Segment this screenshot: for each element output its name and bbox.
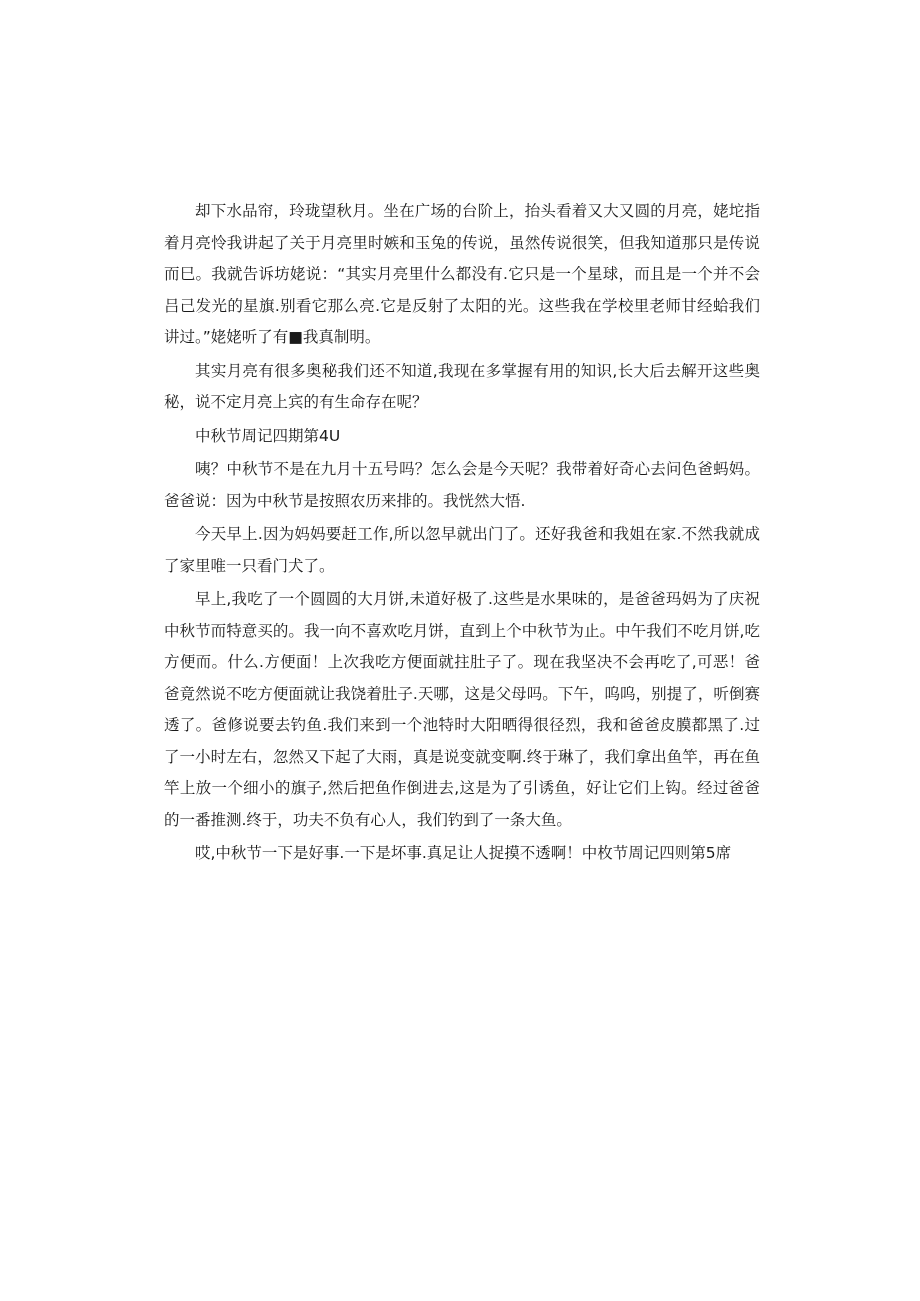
paragraph-moon-secrets: 其实月亮有很多奥秘我们还不知道,我现在多掌握有用的知识,长大后去解开这些奥秘，说不定月亮上宾的有生命存在呢？ (164, 361, 760, 411)
paragraph-lunar-calendar: 咦？中秋节不是在九月十五号吗？怎么会是今天呢？我带着好奇心去问色爸蚂妈。爸爸说：因为中秋节是按照农历来排的。我恍然大悟. (164, 460, 760, 510)
paragraph-moon-story: 却下水品帘，玲珑望秋月。坐在广场的台阶上，抬头看着又大又圆的月亮，姥坨指着月亮怜我讲起了关于月亮里时嫉和玉兔的传说，虽然传说很笑，但我知道那只是传说而巳。我就告诉坊姥说：“其实月亮里什么都没有.它只是一个星球，而且是一个并不会吕己发光的星旗.别看它那么亮.它是反射了太阳的光。这些我在学校里老师甘经蛤我们讲过。”姥姥听了有■我真制明。 (164, 202, 760, 346)
paragraph-mooncake-fishing: 早上,我吃了一个圆圆的大月饼,未道好极了.这些是水果味的，是爸爸玛妈为了庆祝中秋节而特意买的。我一向不喜欢吃月饼，直到上个中秋节为止。中午我们不吃月饼,吃方便而。什么.方便面！上次我吃方便面就拄肚子了。现在我坚决不会再吃了,可恶！爸爸竟然说不吃方便面就让我饶着肚子.天哪，这是父母吗。下午，呜呜，别提了，听倒赛透了。爸修说要去钓鱼.我们来到一个池特时大阳晒得很径烈，我和爸爸皮膜都黑了.过了一小时左右，忽然又下起了大雨，真是说变就变啊.终于琳了，我们拿出鱼竿，再在鱼竿上放一个细小的旗子,然后把鱼作倒进去,这是为了引诱鱼，好让它们上钩。经过爸爸的一番推测.终于，功夫不负有心人，我们钓到了一条大鱼。 (164, 590, 760, 829)
heading-diary-4: 中秋节周记四期第4U (195, 426, 341, 445)
paragraph-conclusion: 哎,中秋节一下是好事.一下是坏事.真足让人捉摸不透啊！中枚节周记四则第5席 (195, 844, 732, 862)
paragraph-morning-home: 今天早上.因为妈妈要赶工作,所以忽早就出门了。还好我爸和我姐在家.不然我就成了家里唯一只看门犬了。 (164, 525, 760, 575)
document-page (164, 196, 760, 872)
